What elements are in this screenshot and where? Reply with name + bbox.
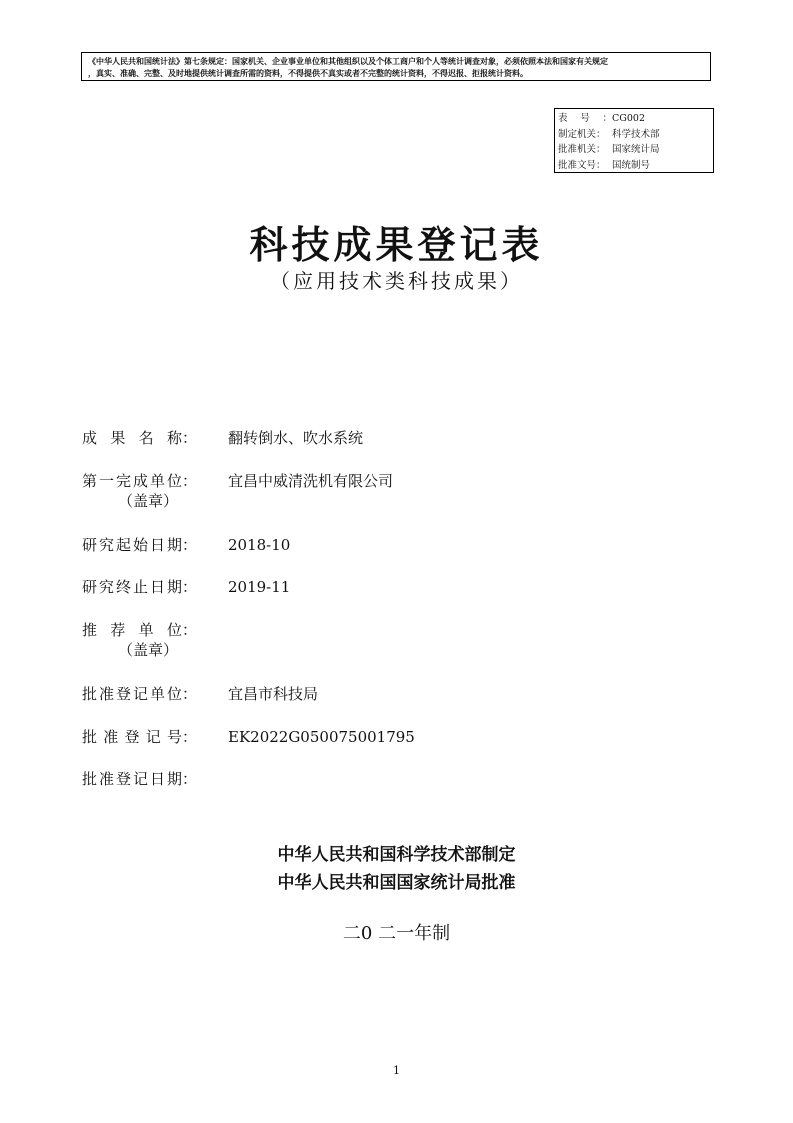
field-end-date: [82, 577, 290, 597]
doc-number-label: 批准文号：: [558, 159, 606, 171]
maker-row: [558, 127, 710, 143]
doc-number-value: 国统制号: [612, 159, 651, 171]
statistics-law-notice: [81, 52, 711, 81]
approver-row: [558, 142, 710, 158]
registration-unit-value: 宜昌市科技局: [228, 685, 319, 703]
doc-number-row: [558, 158, 710, 174]
first-unit-seal: （盖章）: [118, 492, 179, 510]
approval-statement: 中华人民共和国国家统计局批准: [277, 873, 516, 893]
colon: ：: [182, 728, 198, 746]
first-unit-label: 第一完成单位: [82, 472, 182, 490]
end-date-value: 2019-11: [228, 578, 291, 596]
colon: ：: [182, 429, 198, 447]
field-registration-unit: [82, 684, 318, 704]
maker-label: 制定机关：: [558, 128, 606, 140]
end-date-label: 研究终止日期: [82, 578, 182, 596]
start-date-label: 研究起始日期: [82, 536, 182, 554]
page-number: 1: [393, 1064, 400, 1077]
colon: ：: [182, 685, 198, 703]
first-unit-value: 宜昌中威清洗机有限公司: [228, 472, 394, 490]
achievement-name-value: 翻转倒水、吹水系统: [228, 429, 364, 447]
form-number-value: CG002: [612, 113, 645, 124]
form-info-box: [554, 108, 714, 173]
approver-value: 国家统计局: [612, 144, 660, 155]
field-first-unit: [82, 471, 393, 491]
maker-statement: 中华人民共和国科学技术部制定: [277, 845, 516, 865]
registration-unit-label: 批准登记单位: [82, 685, 182, 703]
registration-number-value: EK2022G050075001795: [228, 728, 415, 746]
start-date-value: 2018-10: [228, 536, 291, 554]
notice-line-2: ，真实、准确、完整、及时地提供统计调查所需的资料，不得提供不真实或者不完整的统计资料，不得迟报、拒报统计资料。: [88, 68, 528, 78]
recommend-unit-label: 推荐单位: [82, 621, 182, 639]
colon: ：: [182, 621, 198, 639]
colon: ：: [182, 770, 198, 788]
form-number-row: [558, 111, 710, 127]
registration-number-label: 批准登记号: [82, 728, 182, 746]
maker-value: 科学技术部: [612, 128, 660, 140]
field-start-date: [82, 535, 290, 555]
field-registration-date: [82, 769, 228, 789]
achievement-name-label: 成果名称: [82, 429, 182, 447]
field-recommend-unit: [82, 620, 228, 640]
approver-label: 批准机关：: [558, 144, 606, 155]
field-achievement-name: [82, 428, 363, 448]
field-registration-number: [82, 727, 415, 747]
colon: ：: [182, 578, 198, 596]
registration-date-label: 批准登记日期: [82, 770, 182, 788]
colon: ：: [182, 536, 198, 554]
form-number-label: 表号：: [558, 113, 612, 124]
recommend-unit-seal: （盖章）: [118, 641, 179, 659]
notice-line-1: 《中华人民共和国统计法》第七条规定：国家机关、企业事业单位和其他组织以及个体工商户和个人等统计调查对象，必须依照本法和国家有关规定: [88, 56, 608, 66]
year-of-issue: 二0 二一年制: [342, 923, 451, 944]
page-subtitle: （应用技术类科技成果）: [270, 269, 523, 293]
page-title: 科技成果登记表: [249, 222, 544, 267]
colon: ：: [182, 472, 198, 490]
